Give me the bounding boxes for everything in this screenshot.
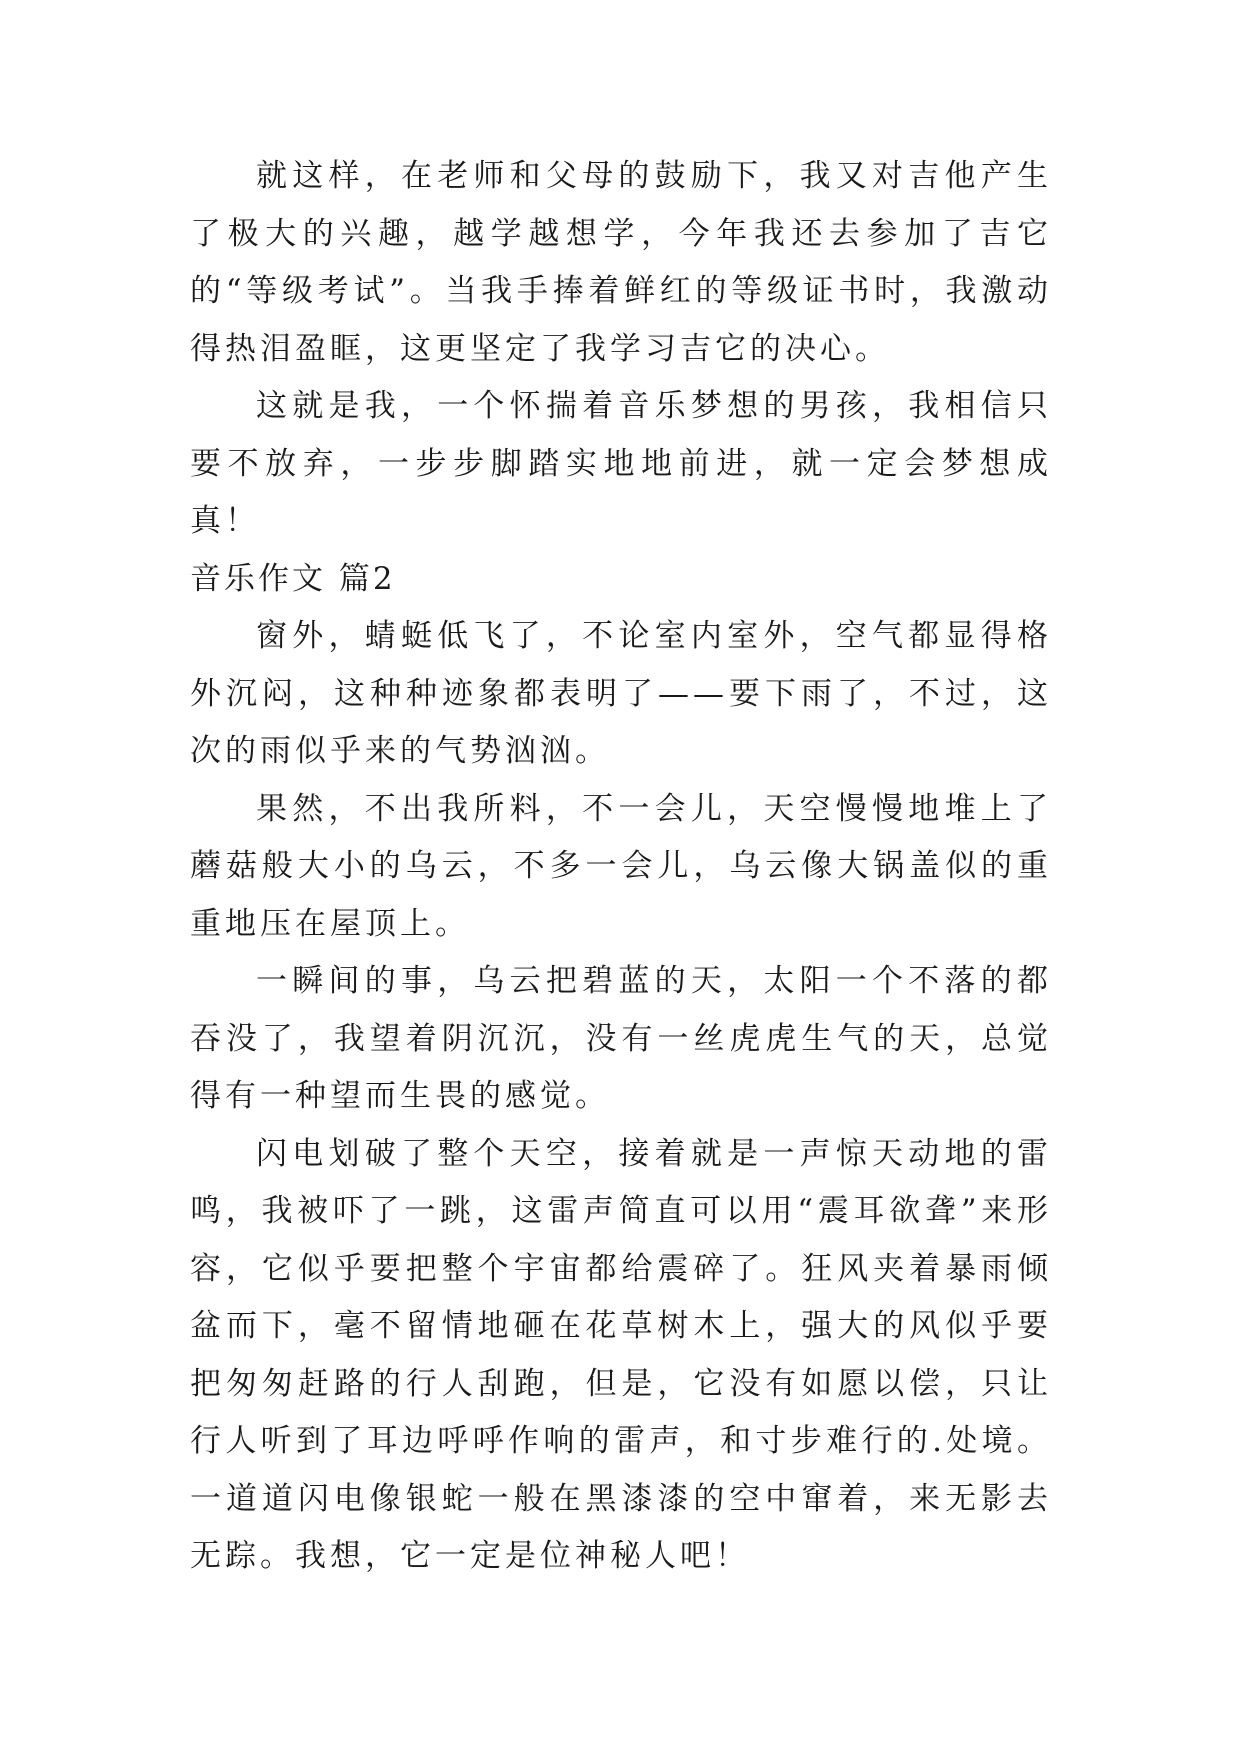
paragraph-music-dream: 这就是我，一个怀揣着音乐梦想的男孩，我相信只要不放弃，一步步脚踏实地地前进，就一定会梦想成真！ [190,388,1052,539]
paragraph-thunderstorm: 闪电划破了整个天空，接着就是一声惊天动地的雷鸣，我被吓了一跳，这雷声简直可以用“震耳欲聋”来形容，它似乎要把整个宇宙都给震碎了。狂风夹着暴雨倾盆而下，毫不留情地砸在花草树木上，强大的风似乎要把匆匆赶路的行人刮跑，但是，它没有如愿以偿，只让行人听到了耳边呼呼作响的雷声，和寸步难行的.处境。一道道闪电像银蛇一般在黑漆漆的空中窜着，来无影去无踪。我想，它一定是位神秘人吧！ [190,1135,1052,1574]
paragraph-guitar-encouragement: 就这样，在老师和父母的鼓励下，我又对吉他产生了极大的兴趣，越学越想学，今年我还去参加了吉它的“等级考试”。当我手捧着鲜红的等级证书时，我激动得热泪盈眶，这更坚定了我学习吉它的决心。 [190,158,1052,367]
section-heading: 音乐作文 篇2 [190,560,396,597]
paragraph-dark-clouds: 果然，不出我所料，不一会儿，天空慢慢地堆上了蘑菇般大小的乌云，不多一会儿，乌云像大锅盖似的重重地压在屋顶上。 [190,790,1052,942]
document-body [190,148,1052,1586]
paragraph-dragonflies: 窗外，蜻蜓低飞了，不论室内室外，空气都显得格外沉闷，这种种迹象都表明了——要下雨了，不过，这次的雨似乎来的气势汹汹。 [190,618,1052,769]
paragraph-sky-swallowed: 一瞬间的事，乌云把碧蓝的天，太阳一个不落的都吞没了，我望着阴沉沉，没有一丝虎虎生气的天，总觉得有一种望而生畏的感觉。 [190,963,1052,1114]
